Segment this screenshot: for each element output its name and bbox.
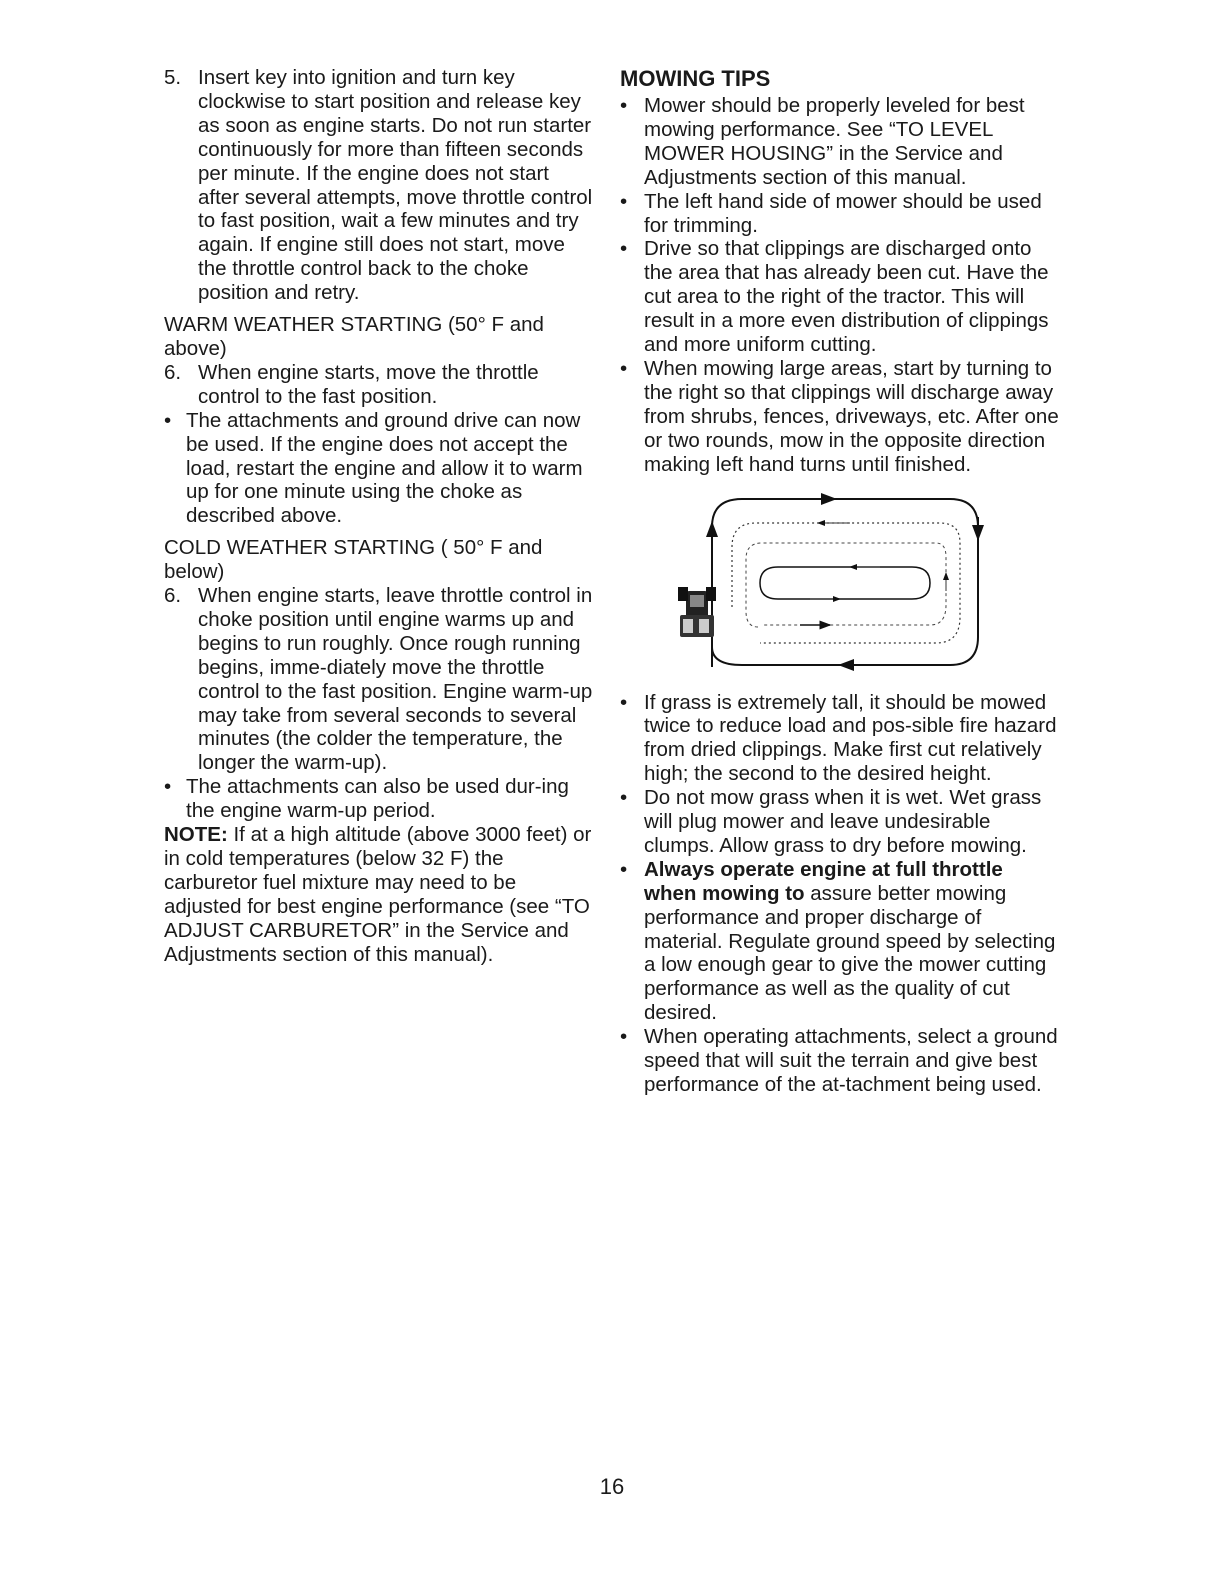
tip-bullet — [620, 691, 1060, 787]
bullet-marker: • — [620, 356, 628, 380]
warm-bullet — [164, 409, 594, 529]
bullet-text: The attachments can also be used dur-ing the engine warm-up period. — [186, 775, 569, 823]
tractor-icon — [678, 587, 716, 637]
bullet-text: Drive so that clippings are discharged onto the area that has already been cut. Have the cut area to the right of the tractor. This will result in a more even distribution of clippings and more uniform cutting. — [644, 237, 1049, 357]
mowing-pattern-diagram — [650, 487, 990, 681]
warm-step-6 — [164, 361, 594, 409]
bullet-text: The left hand side of mower should be used for trimming. — [644, 189, 1042, 237]
bullet-text: When mowing large areas, start by turning to the right so that clippings will discharge away from shrubs, fences, driveways, etc. After one or two rounds, mow in the opposite direction making left hand turns until finished. — [644, 356, 1059, 476]
section-title: MOWING TIPS — [620, 66, 771, 91]
step-number: 5. — [164, 66, 182, 89]
bullet-text: When operating attachments, select a ground speed that will suit the terrain and give best performance of the at-tachment being used. — [644, 1025, 1058, 1096]
right-column — [620, 66, 1060, 1097]
step-text: When engine starts, move the throttle control to the fast position. — [198, 360, 539, 408]
tip-bullet — [620, 237, 1060, 357]
bullet-marker: • — [620, 857, 628, 881]
step-number: 6. — [164, 584, 182, 608]
step-number: 6. — [164, 360, 182, 384]
bold-instruction: Always operate engine at full throttle when mowing to — [644, 857, 1003, 905]
page-number: 16 — [599, 1474, 625, 1499]
note-paragraph — [164, 823, 594, 966]
bullet-marker: • — [620, 237, 628, 261]
bullet-marker: • — [620, 1025, 628, 1049]
bullet-marker: • — [620, 690, 628, 714]
cold-weather-heading: COLD WEATHER STARTING ( 50° F and below) — [164, 536, 543, 584]
mowing-pattern-figure — [620, 487, 1060, 681]
bullet-marker: • — [620, 786, 628, 810]
bullet-text: Do not mow grass when it is wet. Wet grass will plug mower and leave undesirable clumps. Allow grass to dry before mowing. — [644, 786, 1042, 857]
note-label: NOTE: — [164, 823, 228, 847]
third-mowing-path — [746, 543, 946, 627]
tip-bullet-bold — [620, 858, 1060, 1025]
outer-mowing-path — [712, 499, 978, 667]
tip-bullet — [620, 357, 1060, 477]
note-text: If at a high altitude (above 3000 feet) or in cold temperatures (below 32 F) the carburetor fuel mixture may need to be adjusted for best engine performance (see “TO ADJUST CARBURETOR” in the Service and Adjustments section of this manual). — [164, 823, 592, 966]
bullet-marker: • — [164, 775, 172, 799]
tip-bullet — [620, 1025, 1060, 1097]
cold-step-6 — [164, 584, 594, 775]
bullet-text: assure better mowing performance and proper discharge of material. Regulate ground speed by selecting a low enough gear to give the mower cutting performance as well as the quality of cut desired. — [644, 881, 1056, 1025]
bullet-text: The attachments and ground drive can now be used. If the engine does not accept the load, restart the engine and allow it to warm up for one minute using the choke as described above. — [186, 408, 583, 528]
tip-bullet — [620, 190, 1060, 238]
step-5 — [164, 66, 594, 305]
warm-weather-heading: WARM WEATHER STARTING (50° F and above) — [164, 313, 544, 360]
bullet-marker: • — [164, 408, 172, 432]
tip-bullet — [620, 94, 1060, 190]
bullet-text: If grass is extremely tall, it should be mowed twice to reduce load and pos-sible fire hazard from dried clippings. Make first cut relatively high; the second to the desired height. — [644, 690, 1057, 786]
step-text: When engine starts, leave throttle control in choke position until engine warms up and begins to run roughly. Once rough running begins, imme-diately move the throttle control to the fast position. Engine warm-up may take from several seconds to several minutes (the colder the temperature, the longer the warm-up). — [198, 584, 593, 775]
bullet-text: Mower should be properly leveled for best mowing performance. See “TO LEVEL MOWER HOUSING” in the Service and Adjustments section of this manual. — [644, 94, 1025, 189]
step-text: Insert key into ignition and turn key clockwise to start position and release key as soon as engine starts. Do not run starter continuously for more than fifteen seconds per minute. If the engine does not start after several attempts, move throttle control to fast position, wait a few minutes and try again. If engine still does not start, move the throttle control back to the choke position and retry. — [198, 66, 593, 305]
bullet-marker: • — [620, 189, 628, 213]
bullet-marker: • — [620, 94, 628, 117]
tip-bullet — [620, 786, 1060, 858]
inner-mowing-path — [760, 567, 930, 599]
left-column — [164, 66, 594, 967]
cold-bullet — [164, 775, 594, 823]
